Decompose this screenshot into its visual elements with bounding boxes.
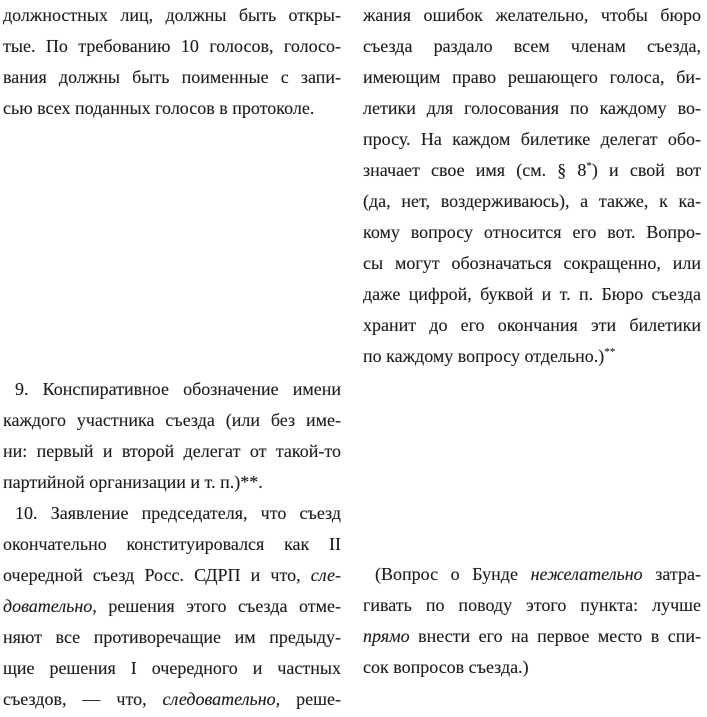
text-segment: ни: первый и второй делегат от такой-то — [3, 441, 341, 461]
para-bund-note — [363, 559, 701, 683]
text-line — [363, 341, 701, 372]
text-segment: няют все противоречащие им предыду- — [3, 627, 341, 647]
text-line — [363, 590, 701, 621]
text-segment: летики для голосования по каждому во- — [363, 98, 701, 118]
text-line — [3, 560, 341, 591]
text-segment: жания ошибок желательно, чтобы бюро — [363, 5, 701, 25]
text-line — [3, 405, 341, 436]
text-line — [363, 0, 701, 31]
footnote-marker: * — [586, 160, 592, 172]
text-line — [363, 310, 701, 341]
text-segment: ) и свой вот — [591, 160, 701, 180]
item-10-chairman-statement — [3, 498, 341, 715]
left-text-column — [3, 0, 341, 715]
text-segment: (Вопрос о Бунде — [375, 564, 531, 584]
text-segment: прямо — [363, 626, 410, 646]
text-line — [363, 31, 701, 62]
text-line — [3, 467, 341, 498]
text-segment: внести его на первое место в спи- — [409, 626, 701, 646]
text-segment: 10. Заявление председателя, что съезд — [15, 503, 341, 523]
text-segment: хранит до его окончания эти билетики — [363, 315, 701, 335]
text-line — [3, 62, 341, 93]
text-line — [3, 0, 341, 31]
footnote-marker: ** — [604, 346, 616, 358]
text-segment: даже цифрой, буквой и т. п. Бюро съезда — [363, 284, 701, 304]
text-segment: реше- — [280, 689, 341, 709]
text-line — [3, 374, 341, 405]
text-segment: гивать по поводу этого пункта: лучше — [363, 595, 701, 615]
text-segment: съездов, — что, — [3, 689, 163, 709]
text-segment: щие решения I очередного и частных — [3, 658, 341, 678]
text-line — [3, 93, 341, 124]
text-line — [3, 653, 341, 684]
text-segment: тые. По требованию 10 голосов, голосо- — [3, 36, 341, 56]
para-voting-ballots — [363, 0, 701, 372]
text-segment: 9. Конспиративное обозначение имени — [15, 379, 341, 399]
text-segment: (да, нет, воздерживаюсь), а также, к ка- — [363, 191, 701, 211]
text-line — [363, 62, 701, 93]
text-line — [363, 93, 701, 124]
text-line — [363, 621, 701, 652]
text-segment: по каждому вопросу отдельно.) — [363, 346, 605, 366]
text-line — [3, 498, 341, 529]
text-segment: сы могут обозначаться сокращенно, или — [363, 253, 701, 273]
text-segment: съезда раздало всем членам съезда, — [363, 36, 701, 56]
text-segment: кому вопросу относится его вот. Вопро- — [363, 222, 701, 242]
text-line — [363, 279, 701, 310]
text-line — [3, 31, 341, 62]
text-segment: затра- — [642, 564, 701, 584]
text-segment: должностных лиц, должны быть откры- — [3, 5, 341, 25]
text-segment: окончательно конституировался как II — [3, 534, 341, 554]
text-segment: следовательно, — [162, 689, 281, 709]
text-line — [363, 248, 701, 279]
text-segment: имеющим право решающего голоса, би- — [363, 67, 701, 87]
text-segment: значает свое имя (см. § 8 — [363, 160, 587, 180]
text-segment: довательно, — [3, 596, 97, 616]
text-line — [3, 529, 341, 560]
text-segment: сок вопросов съезда.) — [363, 657, 529, 677]
text-line — [363, 652, 701, 683]
text-line — [363, 217, 701, 248]
text-segment: каждого участника съезда (или без име- — [3, 410, 341, 430]
text-line — [363, 186, 701, 217]
text-segment: партийной организации и т. п.)**. — [3, 472, 263, 492]
text-segment: нежелательно — [530, 564, 643, 584]
item-9-conspirative-names — [3, 374, 341, 498]
text-line — [363, 155, 701, 186]
text-segment: просу. На каждом билетике делегат обо- — [363, 129, 701, 149]
text-segment: вания должны быть поименные с запи- — [3, 67, 341, 87]
text-segment: очередной съезд Росс. СДРП и что, — [3, 565, 311, 585]
para-voting-rules-continuation — [3, 0, 341, 124]
text-segment: решения этого съезда отме- — [96, 596, 341, 616]
text-segment: сью всех поданных голосов в протоколе. — [3, 98, 315, 118]
text-line — [363, 559, 701, 590]
text-segment: сле- — [310, 565, 341, 585]
text-line — [363, 124, 701, 155]
text-line — [3, 684, 341, 715]
text-line — [3, 436, 341, 467]
text-line — [3, 591, 341, 622]
right-text-column — [363, 0, 701, 683]
text-line — [3, 622, 341, 653]
